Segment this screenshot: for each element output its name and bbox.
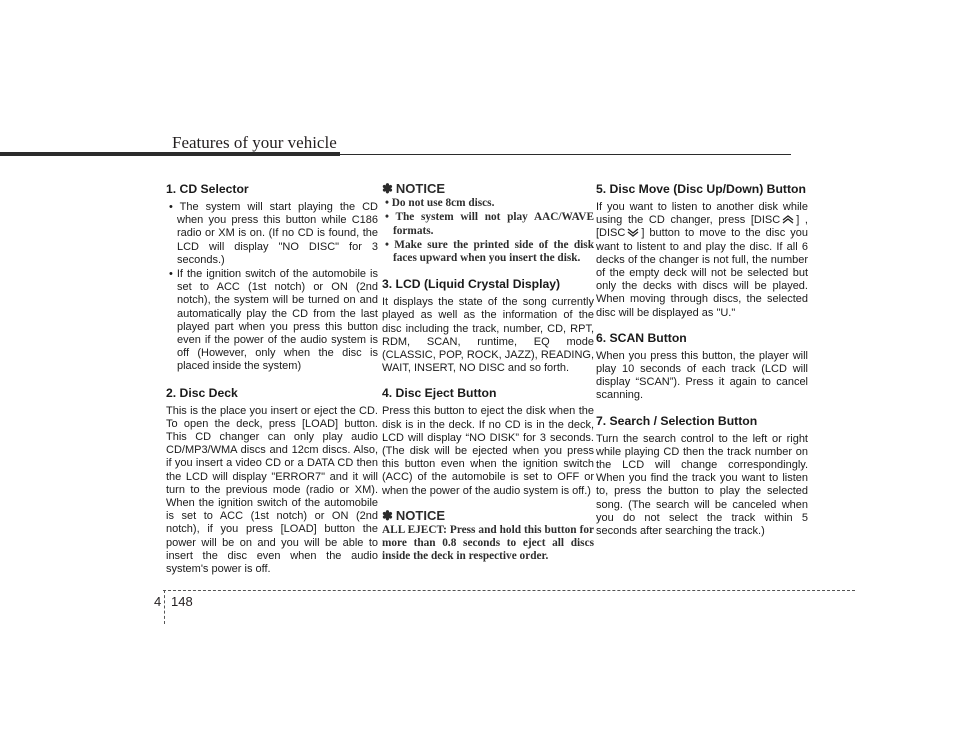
section-title-lcd: 3. LCD (Liquid Crystal Display) (382, 277, 561, 292)
column-3 (596, 182, 808, 543)
chevron-up-icon (782, 215, 794, 224)
list-item: • If the ignition switch of the automobile is set to ACC (1st notch) or ON (2nd notch), the system will be turned on and automatically play the CD from the last played part when you press this button even if the power of the audio system is off (However, only when the disc is placed inside the system) (169, 268, 378, 373)
header-line (340, 154, 791, 155)
page-number: 148 (171, 594, 193, 609)
notice-all-eject-text: ALL EJECT: Press and hold this button for more than 0.8 seconds to eject all discs inside the deck in respective order. (382, 524, 594, 563)
disc-move-text: If you want to listen to another disk while using the CD changer, press [DISC ] , [DISC ] button to move to the disc you want to listent to and play the disc. If all 6 decks of the changer is not full, the number of the empty deck will not be selected but only the decks with discs will be played. When moving through discs, the selected disc will be displayed as "U." (596, 201, 808, 319)
list-item: • Make sure the printed side of the disk faces upward when you insert the disk. (385, 238, 594, 265)
cd-selector-list (166, 201, 378, 374)
header-bar (0, 152, 340, 156)
scan-text: When you press this button, the player will play 10 seconds of each track (LCD will display “SCAN”). Press it again to cancel scanning. (596, 349, 808, 402)
list-item: • Do not use 8cm discs. (385, 197, 495, 210)
search-text: Turn the search control to the left or right while playing CD then the track number on the LCD will change correspondingly. When you find the track you want to listen to, press the button to play the selected song. (The search will be canceled when you do not select the track within 5 seconds after searching the track.) (596, 432, 808, 538)
section-title-disc-deck: 2. Disc Deck (166, 385, 238, 400)
list-item: • The system will start playing the CD when you press this button while C186 radio or XM is on. (If no CD is found, the LCD will display "NO DISC" for 3 seconds.) (169, 201, 378, 266)
notice-heading (382, 182, 594, 195)
notice-label: NOTICE (395, 507, 446, 523)
notice-label: NOTICE (395, 181, 446, 196)
list-item: • The system will not play AAC/WAVE formats. (385, 211, 594, 237)
section-title-disc-eject: 4. Disc Eject Button (382, 386, 497, 401)
column-2 (382, 182, 594, 564)
footer-divider (164, 590, 165, 624)
column-1 (166, 182, 378, 581)
header-title: Features of your vehicle (172, 133, 337, 152)
disc-deck-text: This is the place you insert or eject the CD. To open the deck, press [LOAD] button. This CD changer can only play audio CD/MP3/WMA discs and 12cm discs. Also, if you insert a video CD or a DATA CD then the LCD will display "ERROR7" and it will turn to the previous mode (radio or XM). When the ignition switch of the automobile is set to ACC (1st notch) or ON (2nd notch), if you press [LOAD] button the power will be on and you will be able to insert the disc even when the audio system's power is off. (166, 404, 378, 576)
lcd-text: It displays the state of the song currently played as well as the information of the disc including the track, number, CD, RPT, RDM, SCAN, runtime, EQ mode (CLASSIC, POP, ROCK, JAZZ), READING, WAIT, INSERT, NO DISC and so forth. (382, 296, 594, 375)
notice-heading (382, 509, 594, 522)
notice-list (382, 197, 594, 265)
notice-star-icon: ✽ (382, 507, 393, 523)
section-number: 4 (154, 594, 162, 609)
disc-eject-text: Press this button to eject the disk when the disk is in the deck. If no CD is in the deck, LCD will display “NO DISK” for 3 seconds. (The disk will be ejected when you press this button even when the ignition switch (ACC) of the automobile is set to OFF or when the power of the audio system is off.) (382, 405, 594, 497)
section-title-cd-selector: 1. CD Selector (166, 182, 249, 196)
chevron-down-icon (627, 228, 639, 237)
section-title-scan: 6. SCAN Button (596, 330, 687, 345)
notice-star-icon: ✽ (382, 181, 393, 196)
footer-rule (163, 590, 855, 591)
section-title-search: 7. Search / Selection Button (596, 413, 758, 428)
section-title-disc-move: 5. Disc Move (Disc Up/Down) Button (596, 182, 806, 196)
